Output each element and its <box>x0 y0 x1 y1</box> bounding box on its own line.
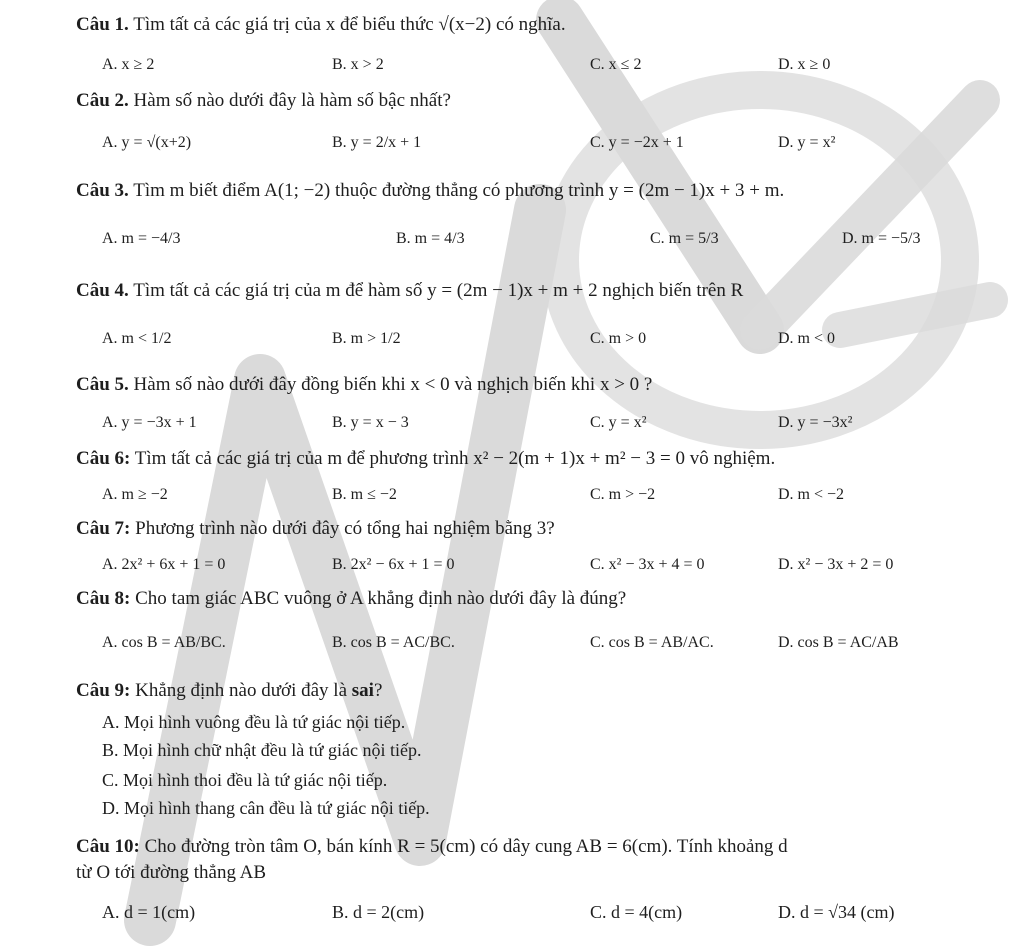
question-8-stem <box>76 588 626 610</box>
question-6-text: Tìm tất cả các giá trị của m để phương trình x² − 2(m + 1)x + m² − 3 = 0 vô nghiệm. <box>134 448 776 469</box>
question-4-text: Tìm tất cả các giá trị của m để hàm số y = (2m − 1)x + m + 2 nghịch biến trên R <box>133 280 744 301</box>
question-8-option-a: A. cos B = AB/BC. <box>102 634 226 651</box>
question-5-text: Hàm số nào dưới đây đồng biến khi x < 0 và nghịch biến khi x > 0 ? <box>133 374 653 395</box>
question-2-stem <box>76 90 451 112</box>
question-10-label: Câu 10: <box>76 836 140 857</box>
question-4-option-d: D. m < 0 <box>778 330 836 347</box>
question-3-option-b: B. m = 4/3 <box>396 230 465 247</box>
question-7-option-a: A. 2x² + 6x + 1 = 0 <box>102 556 226 573</box>
question-9-text: Khẳng định nào dưới đây là <box>135 680 352 701</box>
question-10-stem-continued: từ O tới đường thẳng AB <box>76 862 267 883</box>
question-6-label: Câu 6: <box>76 448 131 469</box>
question-2-option-a: A. y = √(x+2) <box>102 134 192 151</box>
question-8-option-c: C. cos B = AB/AC. <box>590 634 714 651</box>
question-1-option-c: C. x ≤ 2 <box>590 56 642 73</box>
question-7-label: Câu 7: <box>76 518 131 539</box>
question-1-stem <box>76 14 566 36</box>
question-6-option-a: A. m ≥ −2 <box>102 486 168 503</box>
question-10-text: Cho đường tròn tâm O, bán kính R = 5(cm) có dây cung AB = 6(cm). Tính khoảng d <box>144 836 788 857</box>
question-7-option-d: D. x² − 3x + 2 = 0 <box>778 556 894 573</box>
question-7-text: Phương trình nào dưới đây có tổng hai nghiệm bằng 3? <box>135 518 555 539</box>
question-3-option-d: D. m = −5/3 <box>842 230 921 247</box>
question-6-option-d: D. m < −2 <box>778 486 845 503</box>
question-8-option-d: D. cos B = AC/AB <box>778 634 899 651</box>
question-3-option-a: A. m = −4/3 <box>102 230 181 247</box>
question-8-text: Cho tam giác ABC vuông ở A khẳng định nào dưới đây là đúng? <box>135 588 627 609</box>
question-4-label: Câu 4. <box>76 280 129 301</box>
question-5-option-c: C. y = x² <box>590 414 647 431</box>
question-1-text: Tìm tất cả các giá trị của x để biểu thức √(x−2) có nghĩa. <box>133 14 566 35</box>
question-9-statement-c: C. Mọi hình thoi đều là tứ giác nội tiếp. <box>102 770 388 790</box>
question-7-option-c: C. x² − 3x + 4 = 0 <box>590 556 705 573</box>
question-3-text: Tìm m biết điểm A(1; −2) thuộc đường thẳng có phương trình y = (2m − 1)x + 3 + m. <box>133 180 785 201</box>
question-2-label: Câu 2. <box>76 90 129 111</box>
question-10-option-a: A. d = 1(cm) <box>102 902 196 922</box>
question-1-option-b: B. x > 2 <box>332 56 384 73</box>
question-4-stem <box>76 280 743 302</box>
question-9-text-end: ? <box>373 680 383 701</box>
question-3-option-c: C. m = 5/3 <box>650 230 719 247</box>
question-9-emphasis: sai <box>351 680 374 701</box>
question-1-label: Câu 1. <box>76 14 129 35</box>
question-4-option-c: C. m > 0 <box>590 330 647 347</box>
question-5-label: Câu 5. <box>76 374 129 395</box>
question-3-label: Câu 3. <box>76 180 129 201</box>
question-9-statement-a: A. Mọi hình vuông đều là tứ giác nội tiếp. <box>102 712 406 732</box>
question-7-option-b: B. 2x² − 6x + 1 = 0 <box>332 556 455 573</box>
question-10-option-d: D. d = √34 (cm) <box>778 902 895 922</box>
question-5-stem <box>76 374 652 396</box>
question-2-text: Hàm số nào dưới đây là hàm số bậc nhất? <box>133 90 451 111</box>
question-1-option-a: A. x ≥ 2 <box>102 56 155 73</box>
question-10-option-c: C. d = 4(cm) <box>590 902 683 922</box>
question-7-stem <box>76 518 555 540</box>
question-10-option-b: B. d = 2(cm) <box>332 902 425 922</box>
question-4-option-a: A. m < 1/2 <box>102 330 172 347</box>
question-5-option-a: A. y = −3x + 1 <box>102 414 197 431</box>
question-8-label: Câu 8: <box>76 588 131 609</box>
question-6-option-c: C. m > −2 <box>590 486 656 503</box>
question-5-option-b: B. y = x − 3 <box>332 414 409 431</box>
question-9-statement-d: D. Mọi hình thang cân đều là tứ giác nội tiếp. <box>102 798 430 818</box>
question-2-option-c: C. y = −2x + 1 <box>590 134 684 151</box>
question-5-option-d: D. y = −3x² <box>778 414 853 431</box>
question-8-option-b: B. cos B = AC/BC. <box>332 634 455 651</box>
question-9-stem <box>76 680 382 702</box>
question-4-option-b: B. m > 1/2 <box>332 330 401 347</box>
question-2-option-b: B. y = 2/x + 1 <box>332 134 422 151</box>
question-6-option-b: B. m ≤ −2 <box>332 486 397 503</box>
question-9-label: Câu 9: <box>76 680 131 701</box>
question-3-stem <box>76 180 784 202</box>
question-1-option-d: D. x ≥ 0 <box>778 56 831 73</box>
question-9-statement-b: B. Mọi hình chữ nhật đều là tứ giác nội tiếp. <box>102 740 422 760</box>
question-6-stem <box>76 448 775 470</box>
question-2-option-d: D. y = x² <box>778 134 836 151</box>
question-10-stem <box>76 836 788 858</box>
